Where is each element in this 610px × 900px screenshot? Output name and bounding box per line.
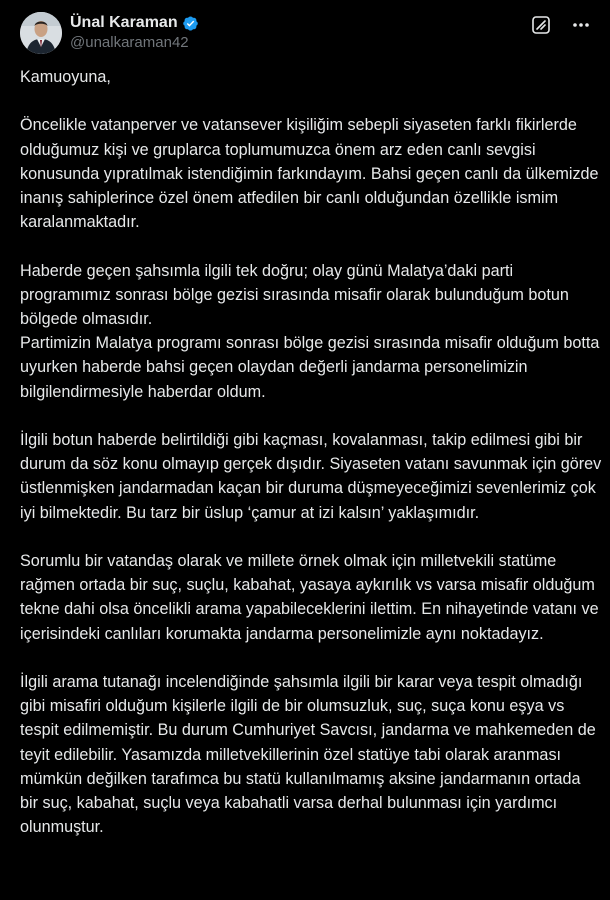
post-paragraph: İlgili botun haberde belirtildiği gibi kaçması, kovalanması, takip edilmesi gibi bir durum da söz konu olmayıp gerçek dışıdır. Siyaseten vatanı savunmak için görev üstlenmişken jandarmadan kaçan bir duruma düşmeyeceğimizi sevenlerimiz çok iyi bilmektedir. Bu tarz bir üslup ‘çamur at izi kalsın’ yaklaşımıdır.	[20, 431, 602, 522]
verified-badge-icon	[182, 15, 199, 32]
post-paragraph: Partimizin Malatya programı sonrası bölge gezisi sırasında misafir olduğum botta uyurken haberde bahsi geçen olaydan değerli jandarma personelimizin bilgilendirmesiyle haberdar oldum.	[20, 334, 600, 401]
post-paragraph: Haberde geçen şahsımla ilgili tek doğru; olay günü Malatya’daki parti programımız sonrası bölge gezisi sırasında misafir olarak bulunduğum botun bölgede olmasıdır.	[20, 261, 569, 328]
post-header	[0, 0, 610, 66]
avatar[interactable]	[20, 12, 62, 54]
post-paragraph: Öncelikle vatanperver ve vatansever kişiliğim sebepli siyaseten farklı fikirlerde olduğumuz kişi ve gruplarca toplumumuzca önem arz eden canlı sevgisi konusunda yıpratılmak istendiğimin farkındayım. Bahsi geçen canlı da ülkemizde inanış sahiplerince özel önem atfedilen bir canlı olduğundan özellikle ismim karalanmaktadır.	[20, 116, 599, 232]
grok-icon[interactable]	[530, 14, 552, 36]
author-display-name[interactable]: Ünal Karaman	[70, 14, 178, 31]
post-body	[20, 65, 602, 839]
author-handle[interactable]: @unalkaraman42	[70, 34, 189, 51]
post-paragraph: Sorumlu bir vatandaş olarak ve millete örnek olmak için milletvekili statüme rağmen ortada bir suç, suçlu, kabahat, yasaya aykırılık vs varsa misafir olduğum tekne dahi olsa öncelikli arama yapabileceklerini ilettim. En nihayetinde vatanı ve içerisindeki canlıları korumakta jandarma personelimizle aynı noktadayız.	[20, 552, 599, 643]
more-dots-icon[interactable]	[570, 14, 592, 36]
post-greeting: Kamuoyuna,	[20, 68, 111, 86]
post-paragraph: İlgili arama tutanağı incelendiğinde şahsımla ilgili bir karar veya tespit olmadığı gibi misafiri olduğum kişilerle ilgili de bir olumsuzluk, suç, suça konu eşya vs tespit edilmemiştir. Bu durum Cumhuriyet Savcısı, jandarma ve mahkemeden de teyit edilebilir. Yasamızda milletvekillerinin özel statüye tabi olarak aranması mümkün değilken tarafımca bu statü kullanılmamış aksine jandarmanın ortada bir suç, kabahat, suçlu veya kabahatli varsa derhal bulunması için yardımcı olunmuştur.	[20, 673, 596, 837]
avatar-photo	[20, 12, 62, 54]
